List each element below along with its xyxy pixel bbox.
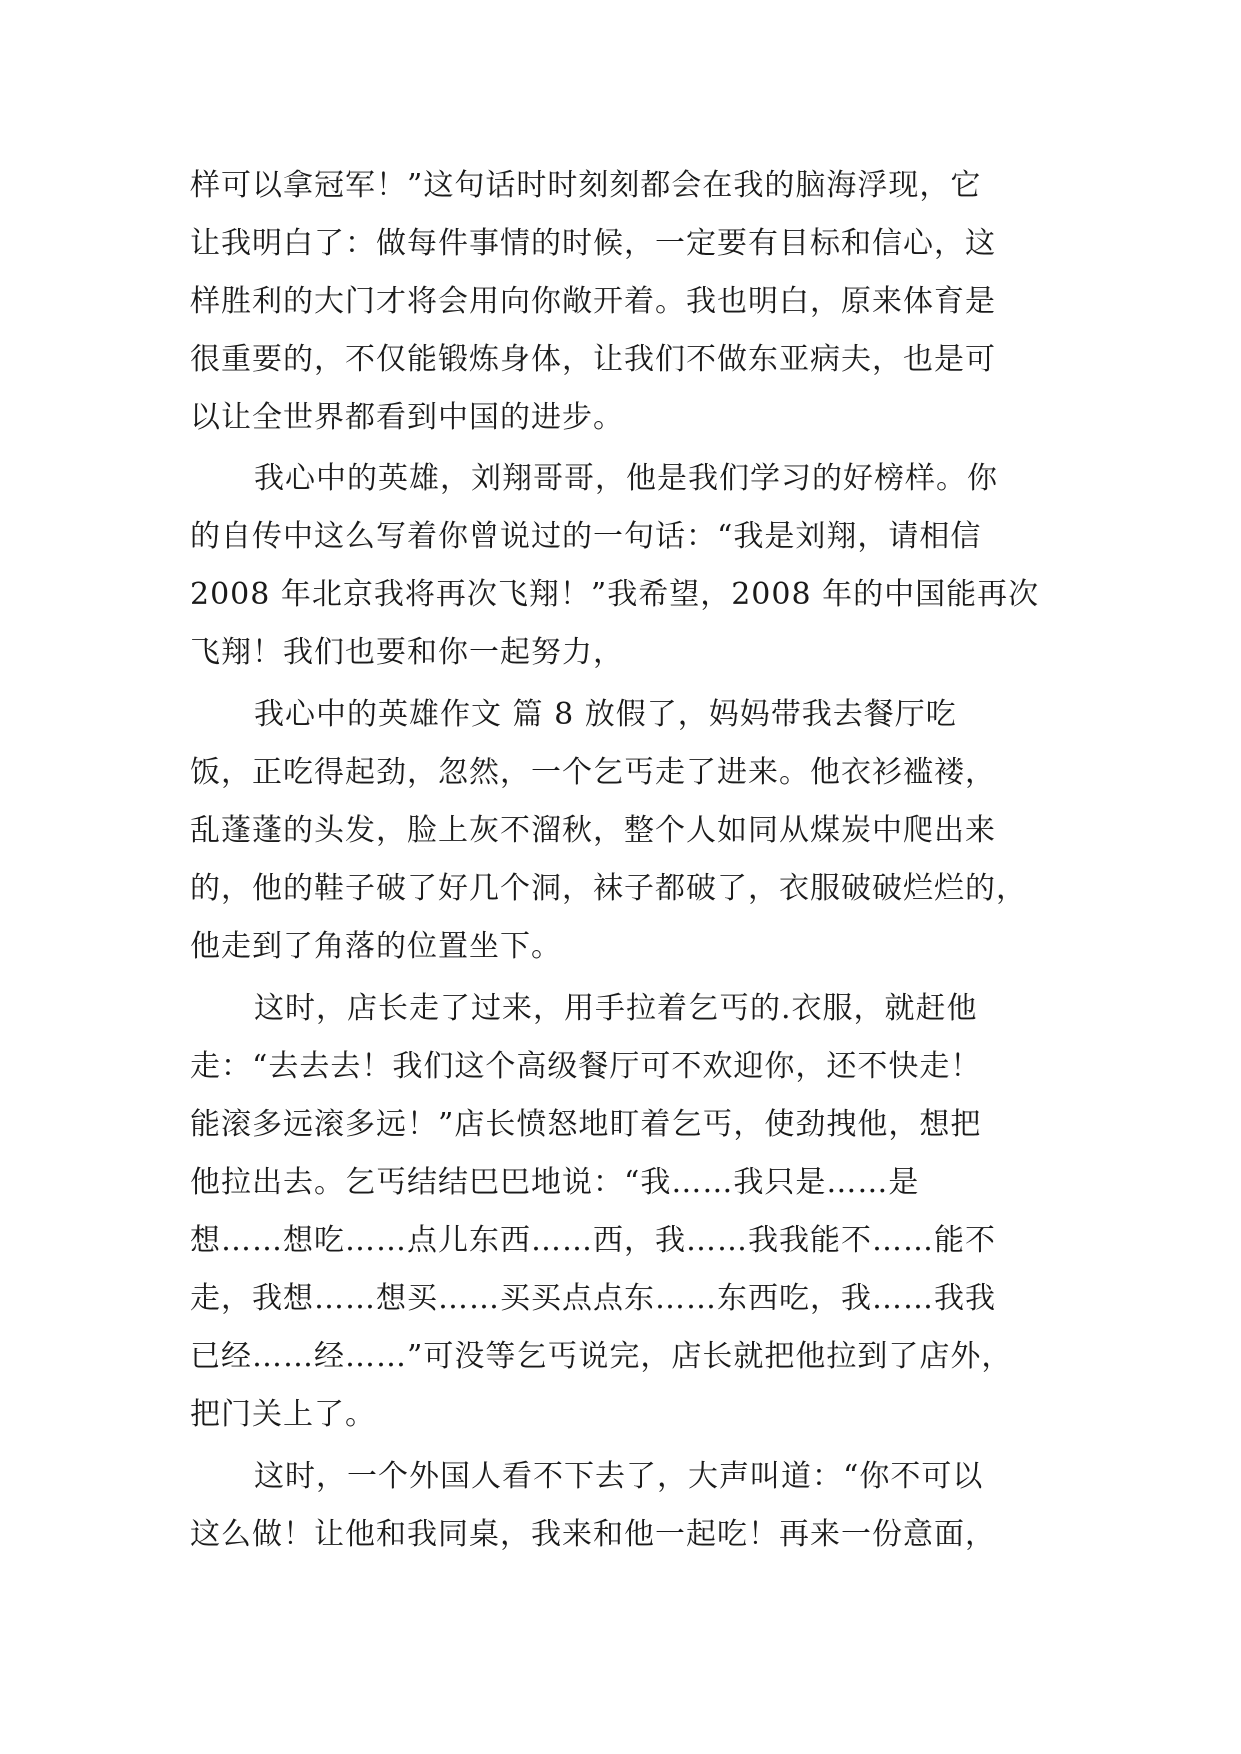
text-line: 很重要的，不仅能锻炼身体，让我们不做东亚病夫，也是可 — [190, 342, 996, 377]
paragraph-first-line: 这时，店长走了过来，用手拉着乞丐的.衣服，就赶他 — [254, 991, 978, 1026]
paragraph-first-line: 我心中的英雄，刘翔哥哥，他是我们学习的好榜样。你 — [254, 461, 998, 496]
text-line: 让我明白了：做每件事情的时候，一定要有目标和信心，这 — [190, 226, 996, 261]
text-line: 他走到了角落的位置坐下。 — [190, 929, 562, 964]
text-line: 这么做！让他和我同桌，我来和他一起吃！再来一份意面， — [190, 1517, 996, 1552]
paragraph-first-line: 这时，一个外国人看不下去了，大声叫道：“你不可以 — [254, 1459, 984, 1494]
text-line: 样胜利的大门才将会用向你敞开着。我也明白，原来体育是 — [190, 284, 996, 319]
text-line: 以让全世界都看到中国的进步。 — [190, 400, 624, 435]
text-line: 乱蓬蓬的头发，脸上灰不溜秋，整个人如同从煤炭中爬出来 — [190, 813, 996, 848]
text-line: 把门关上了。 — [190, 1397, 376, 1432]
text-line: 走：“去去去！我们这个高级餐厅可不欢迎你，还不快走！ — [190, 1049, 982, 1084]
text-line: 2008 年北京我将再次飞翔！”我希望，2008 年的中国能再次 — [190, 577, 1040, 612]
text-line: 他拉出去。乞丐结结巴巴地说：“我……我只是……是 — [190, 1165, 920, 1200]
text-line: 的自传中这么写着你曾说过的一句话：“我是刘翔，请相信 — [190, 519, 982, 554]
text-line: 能滚多远滚多远！”店长愤怒地盯着乞丐，使劲拽他，想把 — [190, 1107, 982, 1142]
text-line: 的，他的鞋子破了好几个洞，袜子都破了，衣服破破烂烂的， — [190, 871, 1027, 906]
text-line: 样可以拿冠军！”这句话时时刻刻都会在我的脑海浮现，它 — [190, 168, 982, 203]
text-line: 飞翔！我们也要和你一起努力， — [190, 635, 624, 670]
section-heading-line: 我心中的英雄作文 篇 8 放假了，妈妈带我去餐厅吃 — [254, 697, 957, 732]
text-line: 饭，正吃得起劲，忽然，一个乞丐走了进来。他衣衫褴褛， — [190, 755, 996, 790]
text-line: 走，我想……想买……买买点点东……东西吃，我……我我 — [190, 1281, 996, 1316]
text-line: 想……想吃……点儿东西……西，我……我我能不……能不 — [190, 1223, 996, 1258]
text-line: 已经……经……”可没等乞丐说完，店长就把他拉到了店外， — [190, 1339, 1013, 1374]
